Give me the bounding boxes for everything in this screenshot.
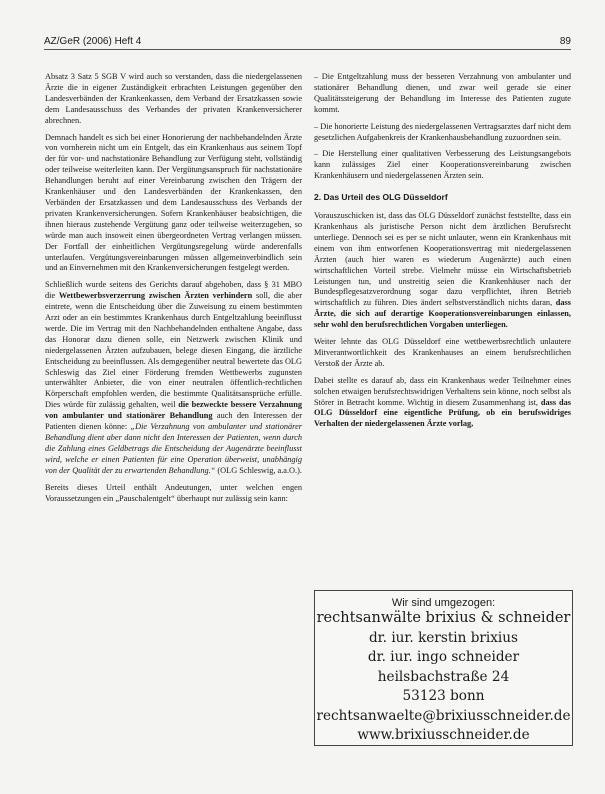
text: Vorauszuschicken ist, dass das OLG Düsseldorf zunächst feststellte, dass ein Krankenhaus als juristische Person nicht dem ärztlichen Berufsrecht unterliege. Dennoch sei es per se nicht unlauter, wenn ein Krankenhaus mit einem von ihm entworfenen Kooperationsvertrag mit niedergelassenen Ärzten (auch hier waren es wiederum Augenärzte) auch einen wirtschaftlichen Vorteil strebe. Vielmehr müsse ein Wirtschaftsbetrieb Leistungen tun, und unstreitig seien die Krankenhäuser nach der Bundespflegesatzverordnung sogar dazu verpflichtet, ihren Betrieb wirtschaftlich zu führen. Dies ändert selbstverständlich nichts daran, bbox=[314, 211, 571, 308]
paragraph: Weiter lehnte das OLG Düsseldorf eine wettbewerbsrechtlich unlautere Mitverantwortlichkeit des Krankenhauses an einem berufsrechtlichen Verstoß der Ärzte ab. bbox=[314, 337, 571, 368]
text: Dabei stellte es darauf ab, dass ein Krankenhaus weder Teilnehmer eines solchen etwaigen berufsrechtswidrigen Verhaltens sein könne, noch selbst als Störer in Betracht komme. Wichtig in diesem Zusammenhang ist, bbox=[314, 375, 571, 407]
section-heading: 2. Das Urteil des OLG Düsseldorf bbox=[314, 192, 448, 203]
italic-quote: „Die Verzahnung von ambulanter und stationärer Behandlung dient aber dann nicht den Interessen der Patienten, wenn durch die Zahlung eines Geldbetrags die Entscheidung der Augenärzte beeinflusst wird, welche er einen Patienten für eine Operation überweist, unabhängig von der Qualität der zu erwartenden Behandlung.“ bbox=[45, 422, 302, 475]
ad-street: heilsbachstraße 24 bbox=[377, 668, 510, 685]
page-header bbox=[44, 33, 571, 50]
bullet-item: – Die Herstellung einer qualitativen Verbesserung des Leistungsangebots kann zulässiges Ziel einer Kooperationsvereinbarung zwischen Krankenhäusern und niedergelassenen Ärzten sein. bbox=[314, 149, 571, 181]
bullet-item: – Die Entgeltzahlung muss der besseren Verzahnung von ambulanter und stationärer Behandlung dienen, und zwar weil gerade sie einer Qualitätssteigerung der Behandlung im Interesse des Patienten zugute kommt. bbox=[314, 72, 571, 114]
bold-text: dass Ärzte, die sich auf derartige Kooperationsvereinbarungen einlassen, sehr wohl den berufsrechtlichen Vorgaben unterliegen. bbox=[314, 298, 571, 330]
paragraph: Demnach handelt es sich bei einer Honorierung der nachbehandelnden Ärzte von vornherein nicht um ein Entgelt, das ein Krankenhaus aus seinem Topf der für vor- und nachstationäre Behandlung zur Verfügung steht, vollständig oder teilweise weiterleiten kann. Der Vergütungsanspruch für nachstationäre Behandlungen beruht auf einer Vereinbarung zwischen den Trägern der Krankenhäuser und den Landesverbänden der Krankenkassen, den Verbänden der Ersatzkassen und dem Landesausschuss des Verbands der privaten Krankenversicherungen. Sofern Krankenhäuser beabsichtigen, die ihnen hieraus zustehende Vergütung ganz oder teilweise weiterzugeben, so würde man auch insoweit einen übergeordneten Vertrag verlangen müssen. Der Fortfall der einheitlichen Vergütungsregelung würde anderenfalls unterlaufen. Vergütungsvereinbarungen müssen allgemeinverbindlich sein und an Einvernehmen mit den Krankenversicherungen festgelegt werden. bbox=[45, 132, 302, 273]
text: (OLG Schleswig, a.a.O.). bbox=[215, 465, 302, 475]
paragraph: Bereits dieses Urteil enthält Andeutungen, unter welchen engen Voraussetzungen ein „Pauschalentgelt“ überhaupt nur zulässig sein kann: bbox=[45, 482, 302, 503]
bullet-item: – Die honorierte Leistung des niedergelassenen Vertragsarztes darf nicht dem gesetzlichen Aufgabenkreis der Krankenhausbehandlung zuzuordnen sein. bbox=[314, 121, 571, 142]
ad-title: Wir sind umgezogen: bbox=[391, 597, 496, 609]
ad-website: www.brixiusschneider.de bbox=[357, 727, 530, 743]
ad-city: 53123 bonn bbox=[402, 688, 485, 704]
page-number: 89 bbox=[559, 36, 571, 47]
left-column bbox=[45, 72, 302, 510]
paragraph bbox=[45, 280, 302, 476]
text: auch den Interessen der Patienten dienen könne: bbox=[45, 411, 302, 432]
paragraph bbox=[314, 376, 571, 431]
ad-lawyer-name: dr. iur. ingo schneider bbox=[367, 649, 520, 665]
text: soll, die aber eintrete, wenn die Entscheidung über die Zuweisung zu einem bestimmten Arzt oder an ein bestimmtes Krankenhaus durch Entgeltzahlung beeinflusst werde. Die im Vertrag mit den Nachbehandelnden enthaltene Angabe, dass das Honorar dazu dienen solle, ein Netzwerk zwischen Klinik und niedergelassenen Ärzten aufzubauen, belege diesen Eingang, die ärztliche Entscheidung zu beeinflussen. Als demgegenüber neutral bewertete das OLG Schleswig das Ziel einer Förderung fremden Wettbewerbs zugunsten unterwählter Anbieter, die von einer neutralen öffentlich-rechtlichen Körperschaft empfohlen werden, die bestimmte Qualitätsansprüche erfülle. Dies würde für zulässig gehalten, weil bbox=[45, 291, 303, 410]
relocation-advertisement bbox=[314, 590, 573, 746]
ad-lawyer-name: dr. iur. kerstin brixius bbox=[368, 629, 519, 646]
bold-text: Wettbewerbsverzerrung zwischen Ärzten verhindern bbox=[58, 291, 253, 301]
bold-text: dass das OLG Düsseldorf eine eigentliche Prüfung, ob ein berufswidriges Verhalten der niedergelassenen Ärzte vorlag, bbox=[314, 397, 571, 429]
paragraph: Absatz 3 Satz 5 SGB V wird auch so verstanden, dass die niedergelassenen Ärzte die in eigener Zuständigkeit erbrachten Leistungen gegenüber den Landesverbänden der Krankenkassen, dem Verband der Ersatzkassen sowie dem Landesausschuss des Verbandes der privaten Krankenversicherer abrechnen. bbox=[45, 72, 302, 125]
bold-text: die bezweckte bessere Verzahnung von ambulanter und stationärer Behandlung bbox=[45, 400, 302, 421]
paragraph bbox=[314, 211, 571, 331]
ad-firm-name: rechtsanwälte brixius & schneider bbox=[316, 610, 571, 626]
right-column bbox=[314, 72, 571, 436]
ad-email: rechtsanwaelte@brixiusschneider.de bbox=[316, 707, 571, 724]
journal-reference: AZ/GeR (2006) Heft 4 bbox=[44, 36, 142, 47]
text: Schließlich wurde seitens des Gerichts darauf abgehoben, dass § 31 MBO die bbox=[45, 280, 302, 301]
